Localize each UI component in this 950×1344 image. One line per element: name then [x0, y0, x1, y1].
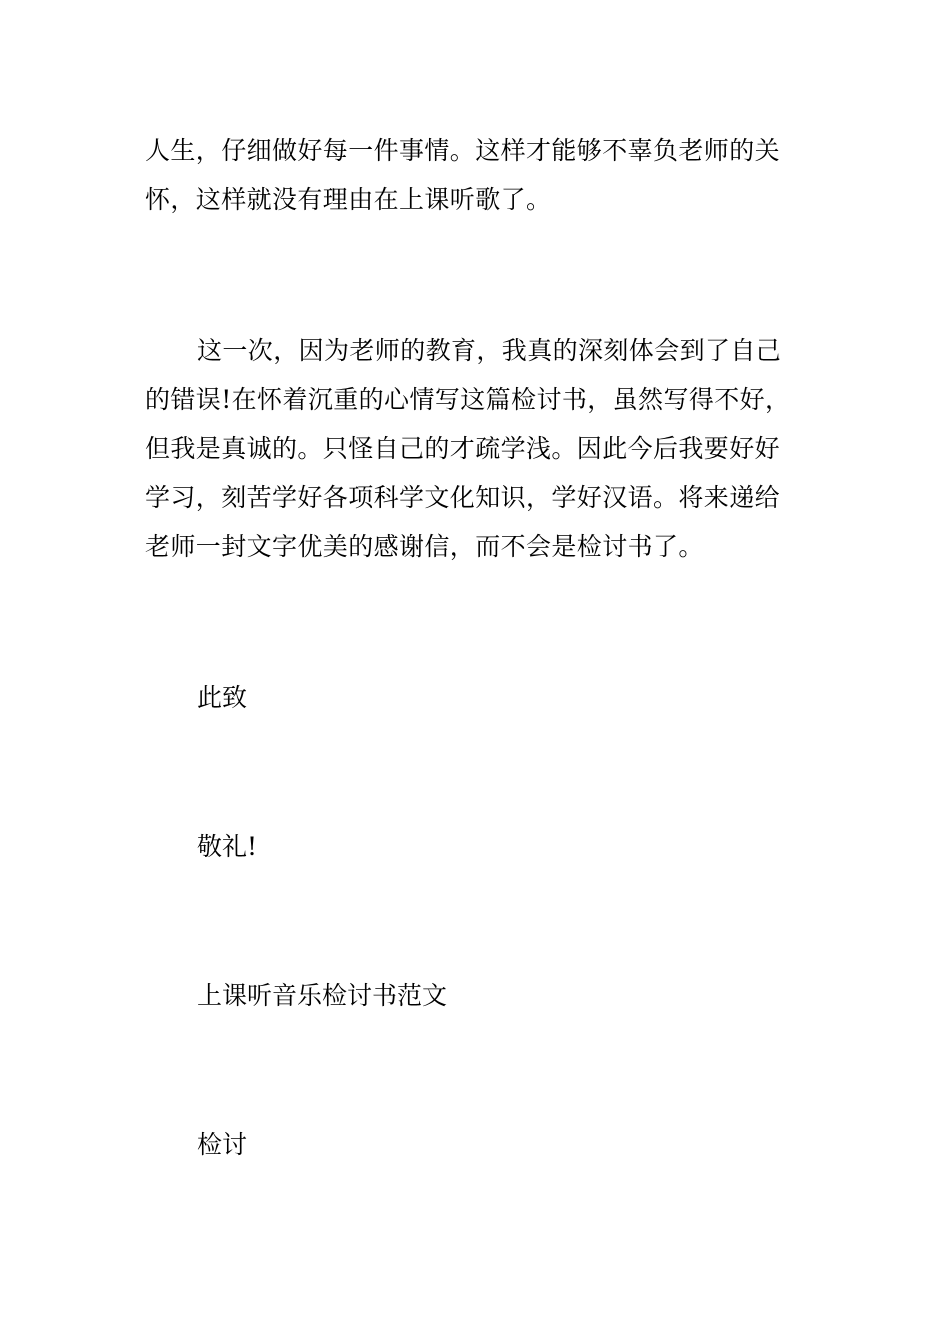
paragraph-2-line-5: 老师一封文字优美的感谢信，而不会是检讨书了。	[145, 532, 704, 561]
paragraph-2	[145, 326, 805, 571]
paragraph-2-line-4: 学习，刻苦学好各项科学文化知识，学好汉语。将来递给	[145, 483, 781, 512]
paragraph-1-line-2: 怀，这样就没有理由在上课听歌了。	[145, 185, 552, 214]
section-subheading: 检讨	[197, 1130, 248, 1159]
paragraph-2-line-3: 但我是真诚的。只怪自己的才疏学浅。因此今后我要好好	[145, 434, 781, 463]
paragraph-1-line-1: 人生，仔细做好每一件事情。这样才能够不辜负老师的关	[145, 136, 781, 165]
paragraph-2-line-1: 这一次，因为老师的教育，我真的深刻体会到了自己	[197, 336, 782, 365]
closing-salutation: 此致	[197, 683, 248, 712]
paragraph-1	[145, 126, 805, 224]
section-heading: 上课听音乐检讨书范文	[197, 981, 448, 1010]
closing-regards: 敬礼!	[197, 832, 258, 861]
paragraph-2-line-2: 的错误!在怀着沉重的心情写这篇检讨书，虽然写得不好，	[145, 385, 791, 414]
